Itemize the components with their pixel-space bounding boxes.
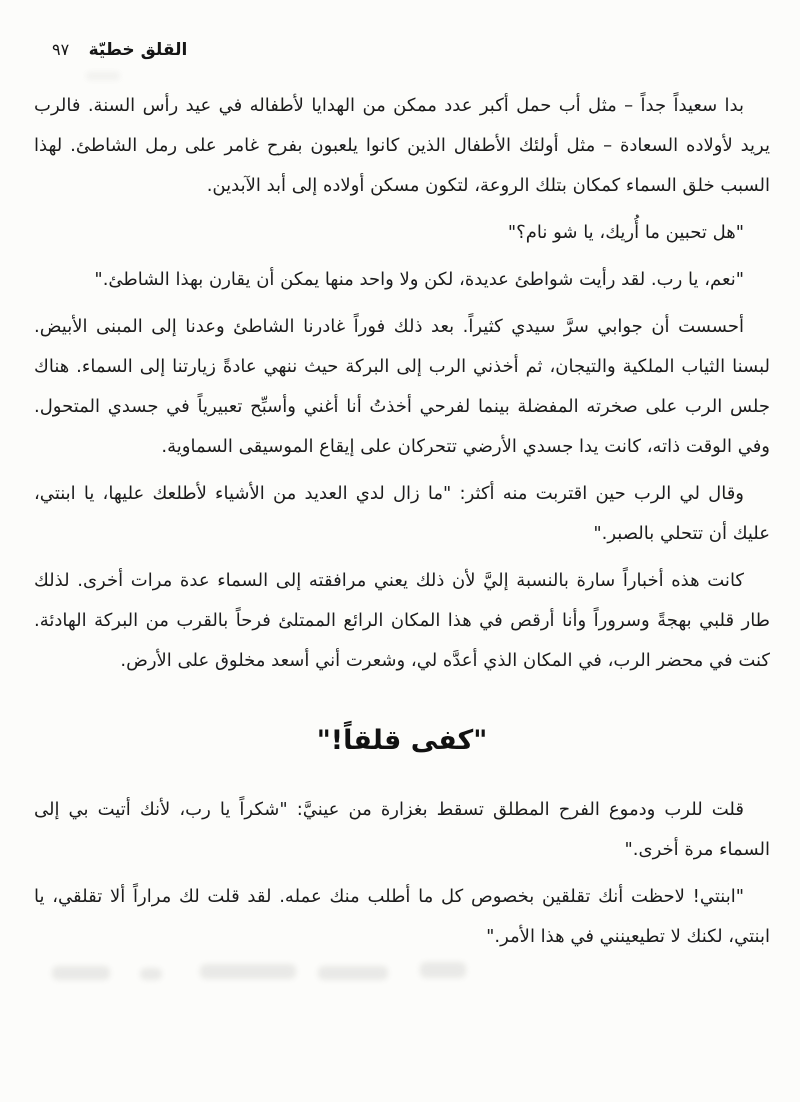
bleed-through-smudge xyxy=(318,966,388,980)
page-body xyxy=(34,86,770,964)
paragraph: أحسست أن جوابي سرَّ سيدي كثيراً. بعد ذلك فوراً غادرنا الشاطئ وعدنا إلى المبنى الأبيض. لبسنا الثياب الملكية والتيجان، ثم أخذني الرب إلى البركة حيث ننهي عادةً زيارتنا إلى السماء. هناك جلس الرب على صخرته المفضلة بينما لفرحي أخذتُ أنا أغني وأسبِّح تعبيرياً في جسدي المتحول. وفي الوقت ذاته، كانت يدا جسدي الأرضي تتحركان على إيقاع الموسيقى السماوية. xyxy=(34,316,770,457)
bleed-through-smudge xyxy=(200,964,296,979)
paragraph-dialogue: "هل تحبين ما أُريك، يا شو نام؟" xyxy=(507,222,744,243)
paragraph-dialogue: "ابنتي! لاحظت أنك تقلقين بخصوص كل ما أطلب منك عمله. لقد قلت لك مراراً ألا تقلقي، يا ابنتي، لكنك لا تطيعينني في هذا الأمر." xyxy=(34,886,770,947)
paragraph: كانت هذه أخباراً سارة بالنسبة إليَّ لأن ذلك يعني مرافقته إلى السماء عدة مرات أخرى. لذلك طار قلبي بهجةً وسروراً وأنا أرقص في هذا المكان الرائع الممتلئ فرحاً بالقرب من البركة الهادئة. كنت في محضر الرب، في المكان الذي أعدَّه لي، وشعرت أني أسعد مخلوق على الأرض. xyxy=(34,570,770,671)
page-number: ٩٧ xyxy=(52,40,70,59)
paragraph: وقال لي الرب حين اقتربت منه أكثر: "ما زال لدي العديد من الأشياء لأطلعك عليها، يا ابنتي، عليك أن تتحلي بالصبر." xyxy=(34,483,770,544)
section-heading: "كفى قلقاً!" xyxy=(316,725,488,756)
bleed-through-smudge xyxy=(420,962,466,978)
bleed-through-smudge xyxy=(140,968,162,980)
bleed-through-smudge xyxy=(52,966,110,980)
running-header-title: القلق خطيّة xyxy=(88,40,188,60)
running-header xyxy=(52,40,187,60)
paragraph: قلت للرب ودموع الفرح المطلق تسقط بغزارة من عينيَّ: "شكراً يا رب، لأنك أتيت بي إلى السماء مرة أخرى." xyxy=(34,799,770,860)
bleed-through-smudge xyxy=(86,72,120,80)
paragraph-dialogue: "نعم، يا رب. لقد رأيت شواطئ عديدة، لكن ولا واحد منها يمكن أن يقارن بهذا الشاطئ." xyxy=(94,269,744,290)
paragraph: بدا سعيداً جداً – مثل أب حمل أكبر عدد ممكن من الهدايا لأطفاله في عيد رأس السنة. فالرب يريد لأولاده السعادة – مثل أولئك الأطفال الذين كانوا يلعبون بفرح غامر على رمل الشاطئ. لهذا السبب خلق السماء كمكان بتلك الروعة، لتكون مسكن أولاده إلى أبد الآبدين. xyxy=(34,95,770,196)
